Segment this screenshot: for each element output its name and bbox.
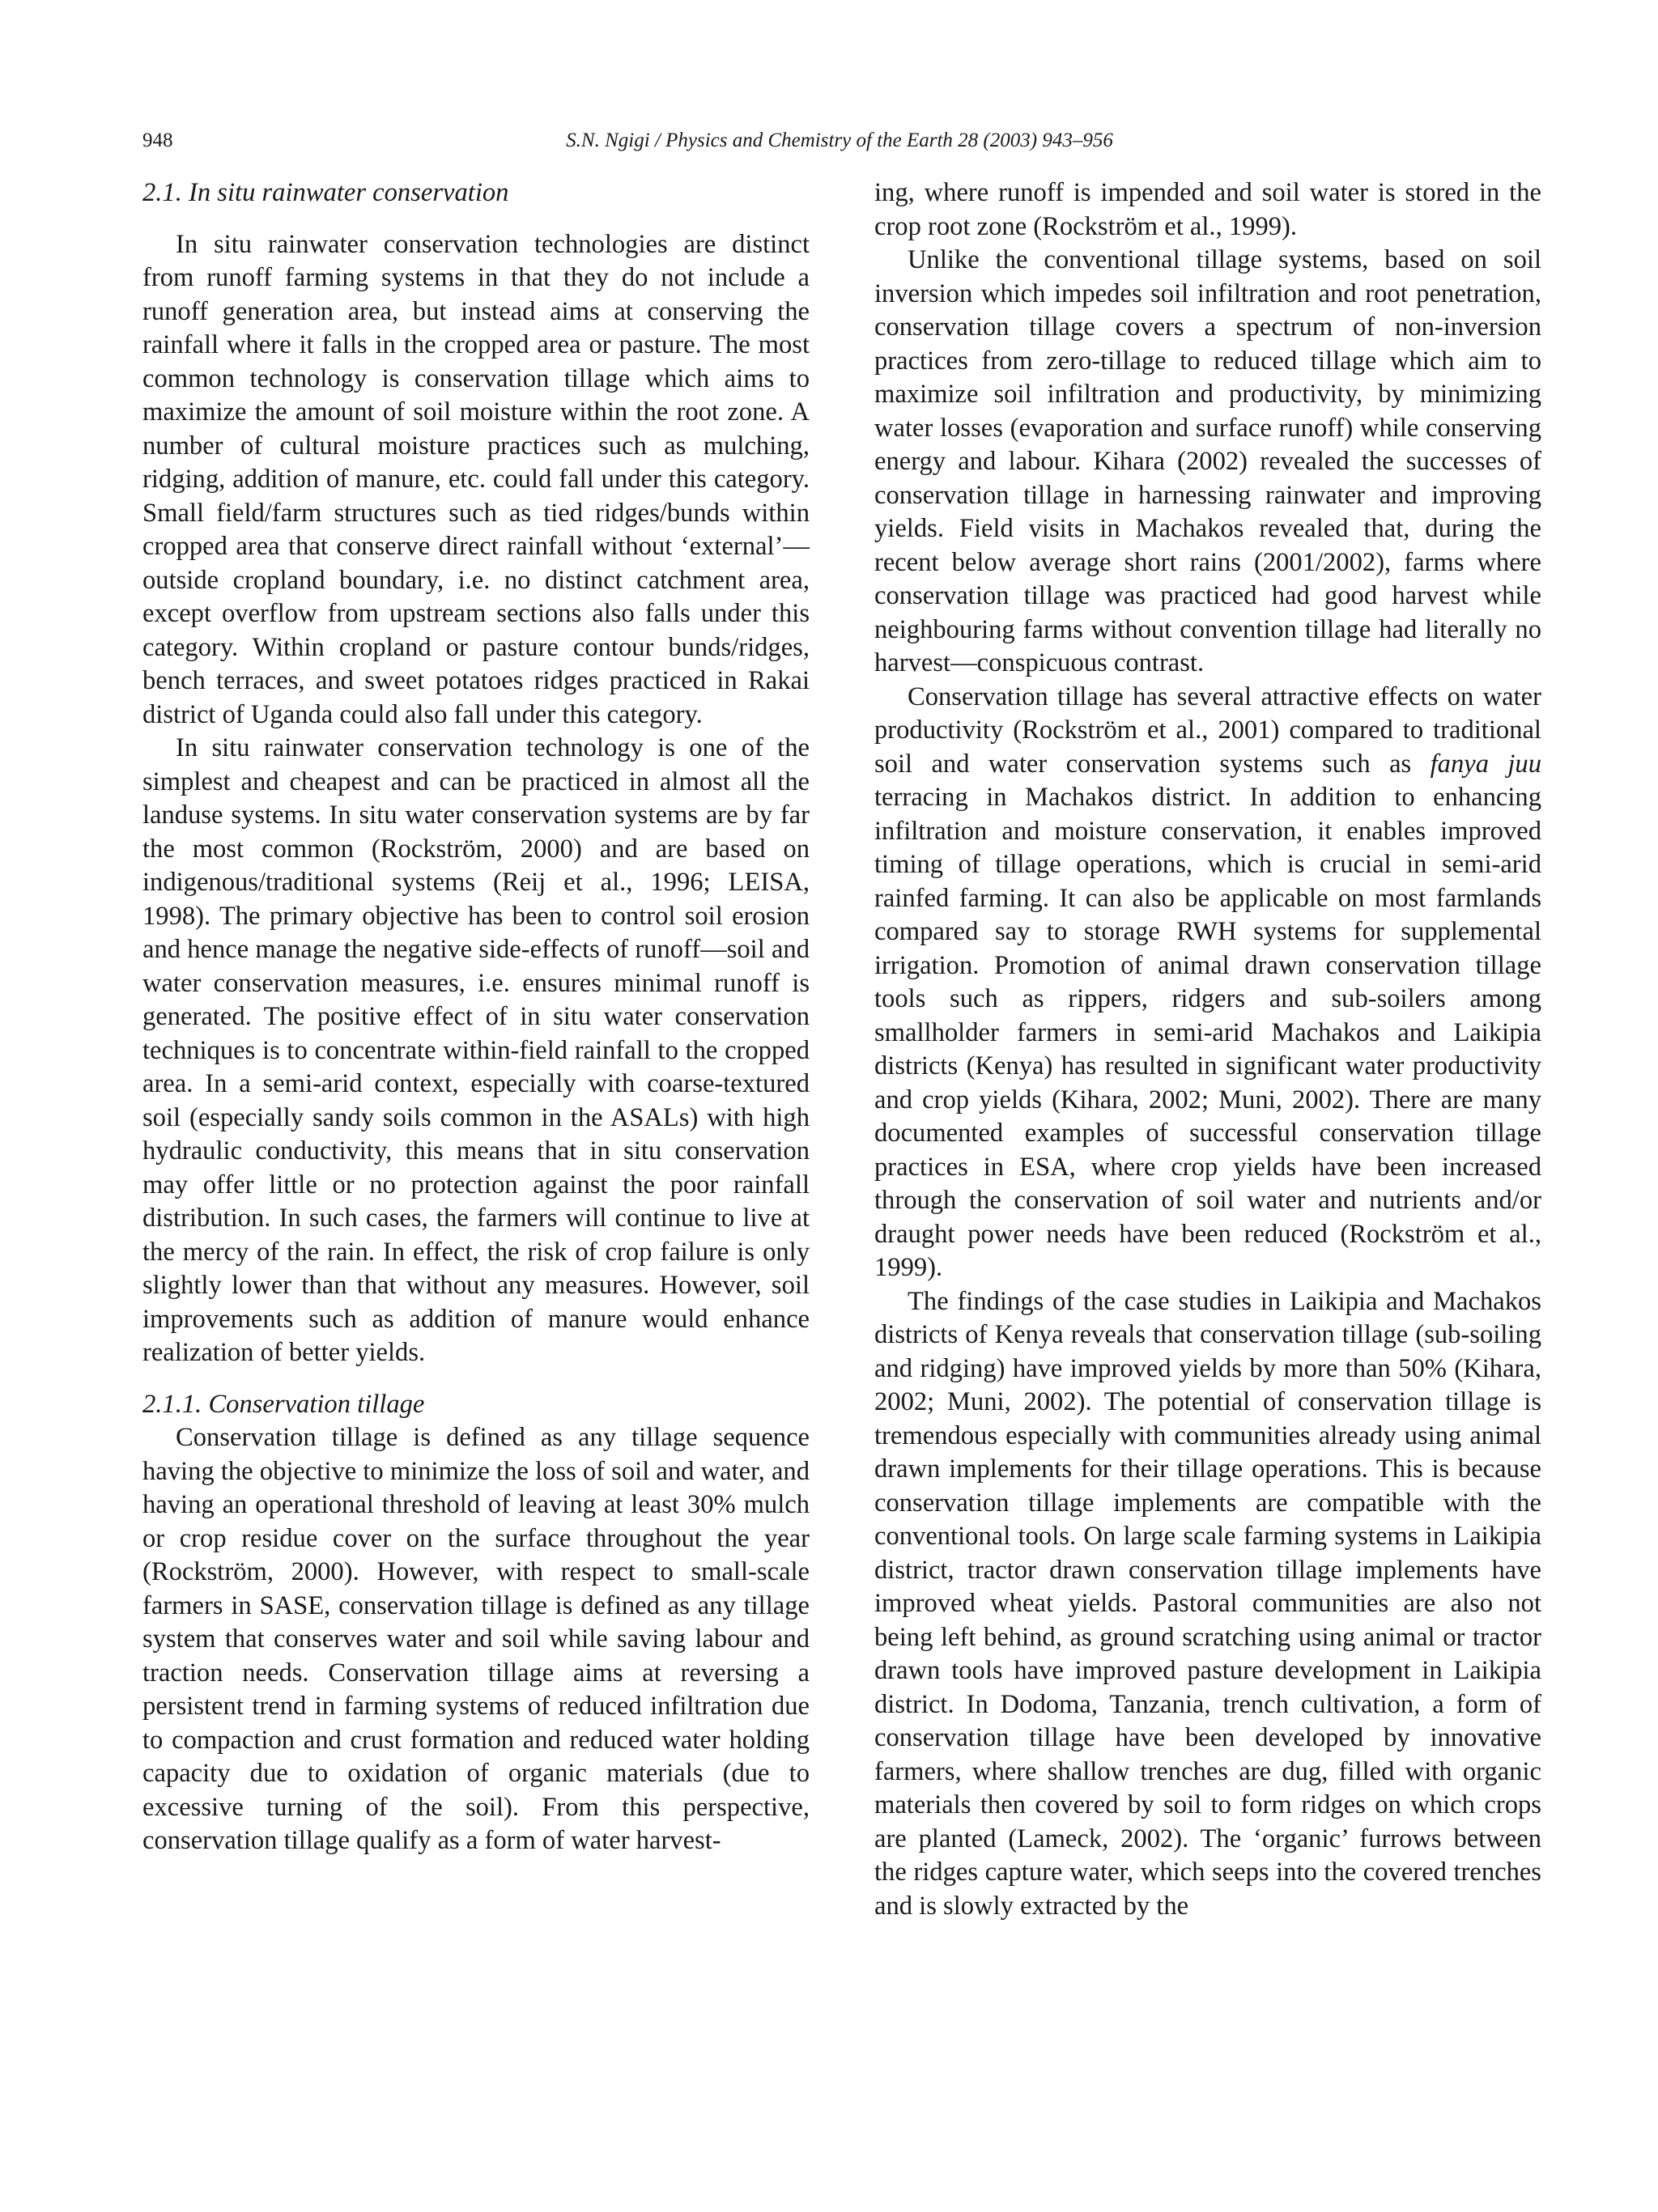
page-header xyxy=(142,129,1537,159)
paragraph-continuation: ing, where runoff is impended and soil water is stored in the crop root zone (Rockström et al., 1999). xyxy=(874,178,1541,241)
paragraph xyxy=(874,681,1541,1285)
section-heading: 2.1. In situ rainwater conservation xyxy=(142,178,509,207)
paragraph: Unlike the conventional tillage systems, based on soil inversion which impedes soil infiltration and root penetration, conservation tillage covers a spectrum of non-inversion practices from zero-tillage to reduced tillage which aim to maximize soil infiltration and productivity, by minimizing water losses (evaporation and surface runoff) while conserving energy and labour. Kihara (2002) revealed the successes of conservation tillage in harnessing rainwater and improving yields. Field visits in Machakos revealed that, during the recent below average short rains (2001/2002), farms where conservation tillage was practiced had good harvest while neighbouring farms without convention tillage had literally no harvest—conspicuous contrast. xyxy=(874,245,1541,677)
running-title: S.N. Ngigi / Physics and Chemistry of the Earth 28 (2003) 943–956 xyxy=(566,129,1113,151)
left-column xyxy=(142,176,810,1858)
subsection-heading: 2.1.1. Conservation tillage xyxy=(142,1389,425,1419)
paragraph: The findings of the case studies in Laikipia and Machakos districts of Kenya reveals that conservation tillage (sub-soiling and ridging) have improved yields by more than 50% (Kihara, 2002; Muni, 2002). The potential of conservation tillage is tremendous especially with communities already using animal drawn implements for their tillage operations. This is because conservation tillage implements are compatible with the conventional tools. On large scale farming systems in Laikipia district, tractor drawn conservation tillage implements have improved wheat yields. Pastoral communities are also not being left behind, as ground scratching using animal or tractor drawn tools have improved pasture development in Laikipia district. In Dodoma, Tanzania, trench cultivation, a form of conservation tillage have been developed by innovative farmers, where shallow trenches are dug, filled with organic materials then covered by soil to form ridges on which crops are planted (Lameck, 2002). The ‘organic’ furrows between the ridges capture water, which seeps into the covered trenches and is slowly extracted by the xyxy=(874,1286,1541,1921)
right-column xyxy=(874,176,1541,1923)
paragraph-text: terracing in Machakos district. In addition to enhancing infiltration and moisture conservation, it enables improved timing of tillage operations, which is crucial in semi-arid rainfed farming. It can also be applicable on most farmlands compared say to storage RWH systems for supplemental irrigation. Promotion of animal drawn conservation tillage tools such as rippers, ridgers and sub-soilers among smallholder farmers in semi-arid Machakos and Laikipia districts (Kenya) has resulted in significant water productivity and crop yields (Kihara, 2002; Muni, 2002). There are many documented examples of successful conservation tillage practices in ESA, where crop yields have been increased through the conservation of soil water and nutrients and/or draught power needs have been reduced (Rockström et al., 1999). xyxy=(874,783,1541,1282)
paragraph: Conservation tillage is defined as any tillage sequence having the objective to minimize the loss of soil and water, and having an operational threshold of leaving at least 30% mulch or crop residue cover on the surface throughout the year (Rockström, 2000). However, with respect to small-scale farmers in SASE, conservation tillage is defined as any tillage system that conserves water and soil while saving labour and traction needs. Conservation tillage aims at reversing a persistent trend in farming systems of reduced infiltration due to compaction and crust formation and reduced water holding capacity due to oxidation of organic materials (due to excessive turning of the soil). From this perspective, conservation tillage qualify as a form of water harvest- xyxy=(142,1423,810,1855)
paragraph-text: Conservation tillage has several attractive effects on water productivity (Rockström et al., 2001) compared to traditional soil and water conservation systems such as xyxy=(874,681,1541,779)
paragraph: In situ rainwater conservation technologies are distinct from runoff farming systems in that they do not include a runoff generation area, but instead aims at conserving the rainfall where it falls in the cropped area or pasture. The most common technology is conservation tillage which aims to maximize the amount of soil moisture within the root zone. A number of cultural moisture practices such as mulching, ridging, addition of manure, etc. could fall under this category. Small field/farm structures such as tied ridges/bunds within cropped area that conserve direct rainfall without ‘external’—outside cropland boundary, i.e. no distinct catchment area, except overflow from upstream sections also falls under this category. Within cropland or pasture contour bunds/ridges, bench terraces, and sweet potatoes ridges practiced in Rakai district of Uganda could also fall under this category. xyxy=(142,229,810,729)
italic-term: fanya juu xyxy=(1430,749,1541,779)
page-number: 948 xyxy=(142,129,173,151)
paragraph: In situ rainwater conservation technology is one of the simplest and cheapest and can be practiced in almost all the landuse systems. In situ water conservation systems are by far the most common (Rockström, 2000) and are based on indigenous/traditional systems (Reij et al., 1996; LEISA, 1998). The primary objective has been to control soil erosion and hence manage the negative side-effects of runoff—soil and water conservation measures, i.e. ensures minimal runoff is generated. The positive effect of in situ water conservation techniques is to concentrate within-field rainfall to the cropped area. In a semi-arid context, especially with coarse-textured soil (especially sandy soils common in the ASALs) with high hydraulic conductivity, this means that in situ conservation may offer little or no protection against the poor rainfall distribution. In such cases, the farmers will continue to live at the mercy of the rain. In effect, the risk of crop failure is only slightly lower than that without any measures. However, soil improvements such as addition of manure would enhance realization of better yields. xyxy=(142,733,810,1367)
